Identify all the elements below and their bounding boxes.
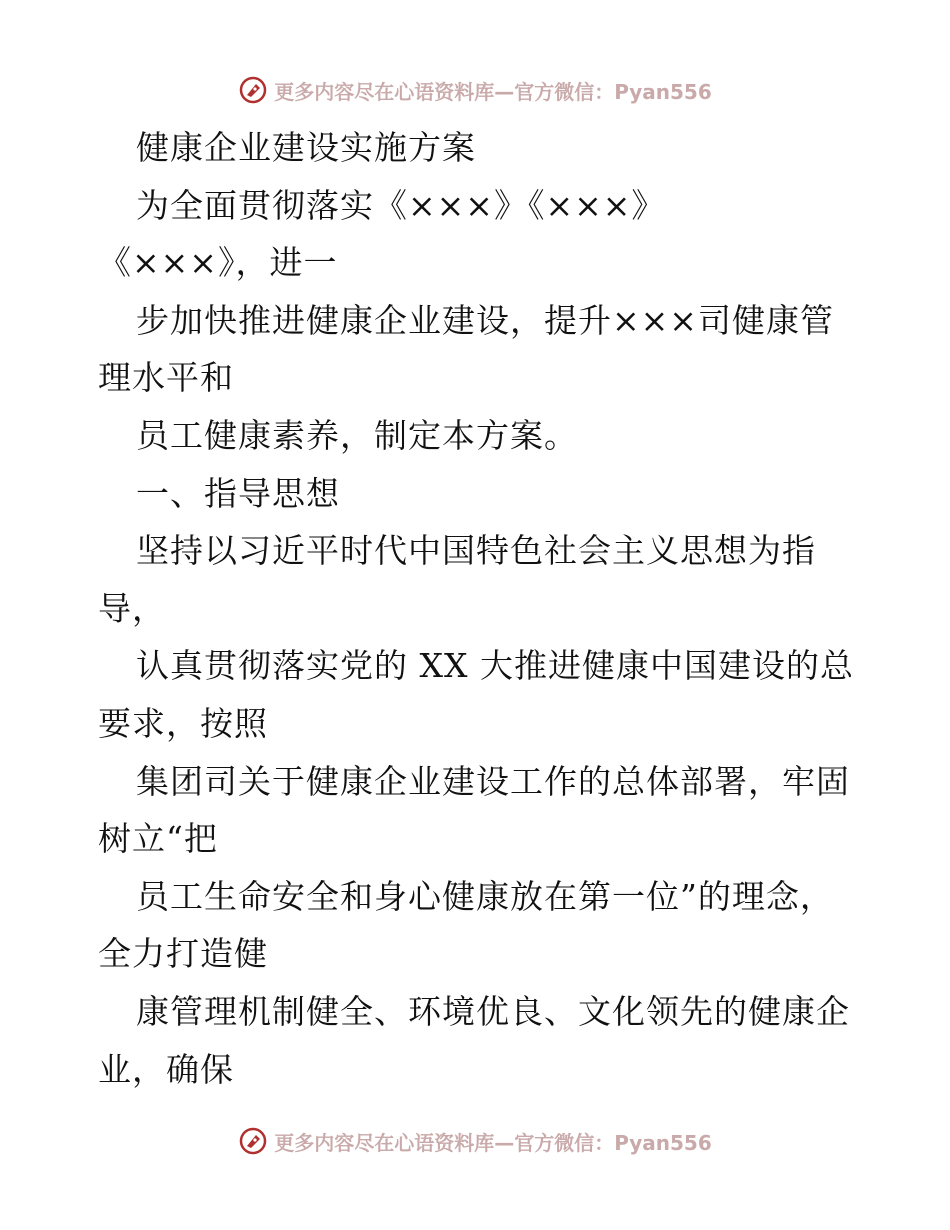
footer-banner-text: 更多内容尽在心语资料库—官方微信：Pyan556: [274, 1130, 712, 1155]
paragraph-line: 业，确保: [98, 1049, 234, 1089]
paragraph-line: 《×××》，进一: [98, 243, 338, 283]
paragraph-line: 为全面贯彻落实《×××》《×××》: [136, 185, 666, 225]
document-title: 健康企业建设实施方案: [136, 128, 476, 167]
header-banner-text: 更多内容尽在心语资料库—官方微信：Pyan556: [274, 79, 712, 104]
paragraph-line: 要求，按照: [98, 703, 268, 743]
paragraph-line: 集团司关于健康企业建设工作的总体部署，牢固: [136, 761, 850, 801]
footer-banner: [0, 1121, 950, 1161]
pen-nib-circle-icon: [238, 1126, 268, 1156]
header-banner: [0, 70, 950, 110]
document-body: [98, 119, 858, 1098]
paragraph-line: 坚持以习近平时代中国特色社会主义思想为指: [136, 531, 816, 571]
paragraph-line: 一、指导思想: [136, 473, 340, 513]
paragraph-line: 康管理机制健全、环境优良、文化领先的健康企: [136, 991, 850, 1031]
paragraph-line: 员工生命安全和身心健康放在第一位”的理念，: [136, 876, 834, 916]
paragraph-line: 理水平和: [98, 358, 234, 398]
paragraph-line: 全力打造健: [98, 934, 268, 974]
pen-nib-circle-icon: [238, 75, 268, 105]
paragraph-line: 树立“把: [98, 819, 218, 859]
paragraph-line: 员工健康素养，制定本方案。: [136, 415, 578, 455]
paragraph-line: 步加快推进健康企业建设，提升×××司健康管: [136, 300, 834, 340]
paragraph-line: 认真贯彻落实党的 XX 大推进健康中国建设的总: [136, 646, 854, 686]
paragraph-line: 导，: [98, 588, 166, 628]
